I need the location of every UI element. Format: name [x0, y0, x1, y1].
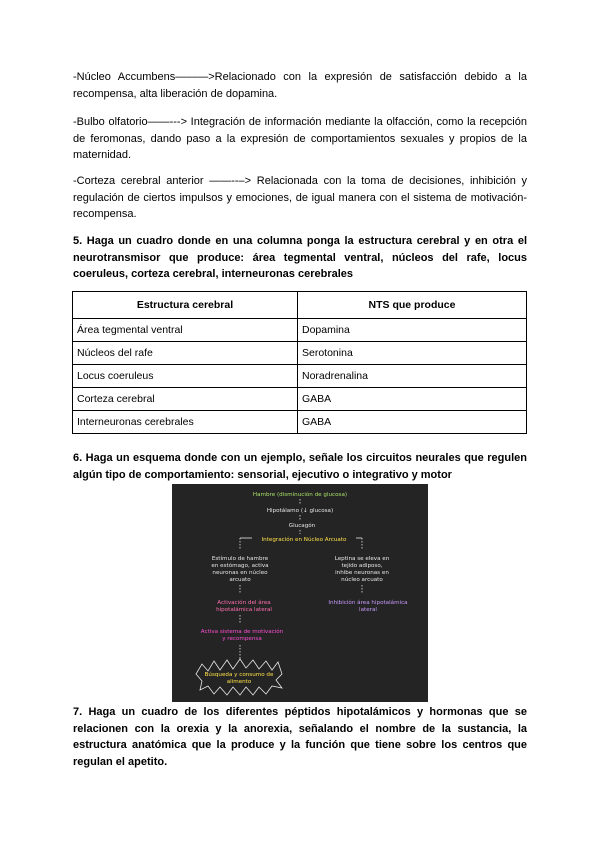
diagram-svg — [172, 484, 428, 702]
diagram-node-reward-system — [201, 628, 284, 642]
table-cell: Dopamina — [298, 319, 527, 342]
diagram-node-lha-inhibition — [328, 599, 407, 613]
svg-text:alimento: alimento — [226, 679, 252, 685]
svg-text:Estímulo de hambre: Estímulo de hambre — [211, 556, 269, 562]
table-row — [73, 365, 527, 388]
structure-nts-table — [72, 291, 527, 434]
question-7-heading: 7. Haga un cuadro de los diferentes péptidos hipotalámicos y hormonas que se relacionen con la orexia y la anorexia, señalando el nombre de la sustancia, la estructura anatómica que la produce y la función que tiene sobre los centros que regulan el apetito. — [73, 706, 527, 768]
table-cell: Locus coeruleus — [73, 365, 298, 388]
question-5-heading: 5. Haga un cuadro donde en una columna ponga la estructura cerebral y en otra el neurotransmisor que produce: área tegmental ventral, núcleos del rafe, locus coeruleus, corteza cerebral, interneuronas cerebrales — [73, 235, 527, 280]
table-cell: Noradrenalina — [298, 365, 527, 388]
table-cell: Interneuronas cerebrales — [73, 411, 298, 434]
table-row — [73, 342, 527, 365]
table-header-cell: Estructura cerebral — [73, 292, 298, 319]
diagram-node-arcuate: Integración en Núcleo Arcuato — [261, 537, 347, 543]
table-row — [73, 411, 527, 434]
svg-text:y recompensa: y recompensa — [222, 636, 262, 642]
svg-text:núcleo arcuato: núcleo arcuato — [341, 577, 383, 583]
table-cell: Núcleos del rafe — [73, 342, 298, 365]
neural-circuit-diagram — [172, 484, 428, 702]
diagram-node-hypothalamus: Hipotálamo (↓ glucosa) — [266, 508, 334, 514]
svg-text:hipotalámica lateral: hipotalámica lateral — [216, 607, 272, 613]
svg-text:tejido adiposo,: tejido adiposo, — [341, 563, 383, 569]
svg-text:arcuato: arcuato — [229, 577, 251, 583]
table-row — [73, 388, 527, 411]
diagram-node-glucagon: Glucagón — [288, 523, 316, 529]
table-header-row — [73, 292, 527, 319]
svg-text:Búsqueda y consumo de: Búsqueda y consumo de — [204, 672, 274, 678]
diagram-node-leptin — [335, 556, 390, 583]
table-header-cell: NTS que produce — [298, 292, 527, 319]
svg-text:en estómago, activa: en estómago, activa — [211, 563, 269, 569]
diagram-node-lha-activation — [216, 599, 272, 613]
svg-text:Leptina se eleva en: Leptina se eleva en — [334, 556, 390, 562]
diagram-node-stomach-stimulus — [211, 555, 268, 583]
diagram-node-hunger: Hambre (disminución de glucosa) — [252, 492, 348, 498]
paragraph-bulbo-olfatorio: -Bulbo olfatorio——---> Integración de información mediante la olfacción, como la recepción de feromonas, dando paso a la expresión de comportamientos sexuales y propios de la maternidad. — [73, 116, 527, 161]
svg-text:Activa sistema de motivación: Activa sistema de motivación — [200, 629, 284, 635]
paragraph-nucleo-accumbens: -Núcleo Accumbens———>Relacionado con la expresión de satisfacción debido a la recompensa, alta liberación de dopamina. — [73, 71, 527, 100]
table-cell: Corteza cerebral — [73, 388, 298, 411]
table-cell: Serotonina — [298, 342, 527, 365]
table-cell: GABA — [298, 411, 527, 434]
paragraph-corteza-cerebral: -Corteza cerebral anterior ——--–> Relacionada con la toma de decisiones, inhibición y regulación de ciertos impulsos y emociones, de igual manera con el sistema de motivación-recompensa. — [73, 175, 527, 220]
table-cell: GABA — [298, 388, 527, 411]
svg-text:inhibe neuronas en: inhibe neuronas en — [335, 570, 389, 576]
svg-text:Activación del área: Activación del área — [217, 600, 271, 606]
svg-text:Inhibición área hipotalámica: Inhibición área hipotalámica — [328, 600, 408, 606]
svg-text:lateral: lateral — [359, 607, 377, 613]
table-row — [73, 319, 527, 342]
svg-text:neuronas en núcleo: neuronas en núcleo — [212, 570, 268, 576]
question-6-heading: 6. Haga un esquema donde con un ejemplo, señale los circuitos neurales que regulen algún tipo de comportamiento: sensorial, ejecutivo o integrativo y motor — [73, 452, 527, 481]
table-cell: Área tegmental ventral — [73, 319, 298, 342]
diagram-node-food-seeking — [205, 671, 274, 685]
